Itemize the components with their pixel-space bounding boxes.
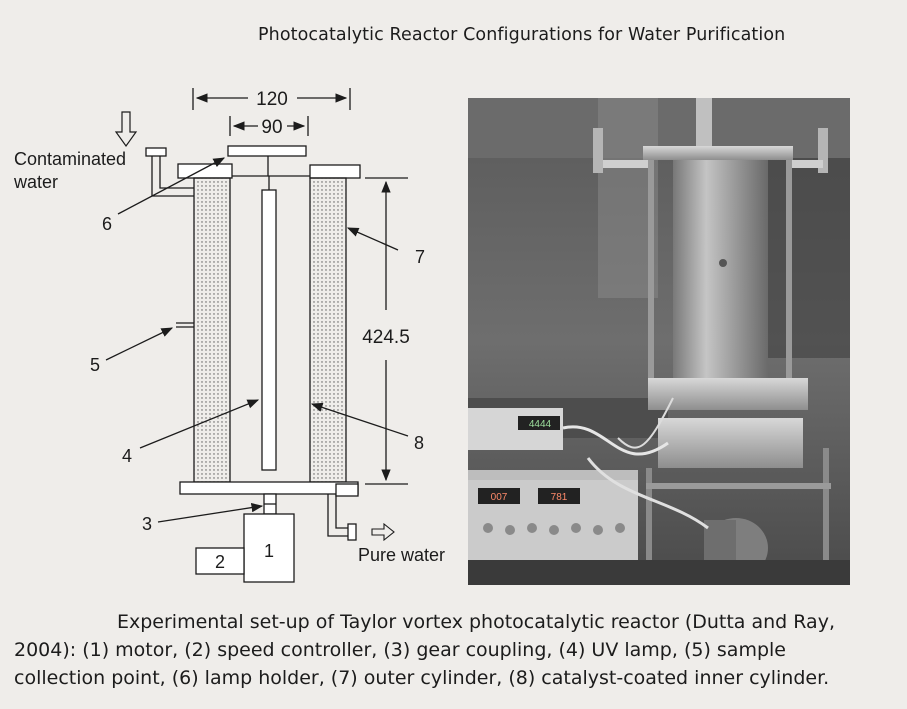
dim-outer-width: 120 (256, 89, 288, 110)
label-water: water (14, 172, 59, 192)
label-contaminated: Contaminated (14, 149, 127, 169)
callout-1: 1 (263, 541, 275, 561)
dim-height: 424.5 (362, 327, 410, 348)
caption-line-2: 2004): (1) motor, (2) speed controller, (3) gear coupling, (4) UV lamp, (5) sample (14, 639, 786, 661)
reactor-photograph (468, 98, 850, 585)
running-head: Photocatalytic Reactor Configurations for Water Purification (258, 25, 786, 45)
caption-line-3: collection point, (6) lamp holder, (7) outer cylinder, (8) catalyst-coated inner cylinder. (14, 667, 830, 689)
label-pure-water: Pure water (358, 545, 446, 565)
caption-line-1: Experimental set-up of Taylor vortex photocatalytic reactor (Dutta and Ray, (117, 611, 835, 633)
callout-7: 7 (415, 247, 426, 267)
reactor-schematic (0, 0, 470, 600)
callout-2: 2 (214, 552, 226, 572)
callout-8: 8 (414, 433, 425, 453)
callout-4: 4 (122, 446, 133, 466)
photo-panel-readout-left: 007 (490, 492, 508, 503)
callout-6: 6 (102, 214, 113, 234)
callout-3: 3 (142, 514, 153, 534)
photo-display-readout: 4444 (528, 419, 552, 430)
callout-5: 5 (90, 355, 101, 375)
dim-inner-width: 90 (261, 117, 283, 138)
photo-panel-readout-right: 781 (550, 492, 568, 503)
figure-caption (14, 608, 884, 692)
